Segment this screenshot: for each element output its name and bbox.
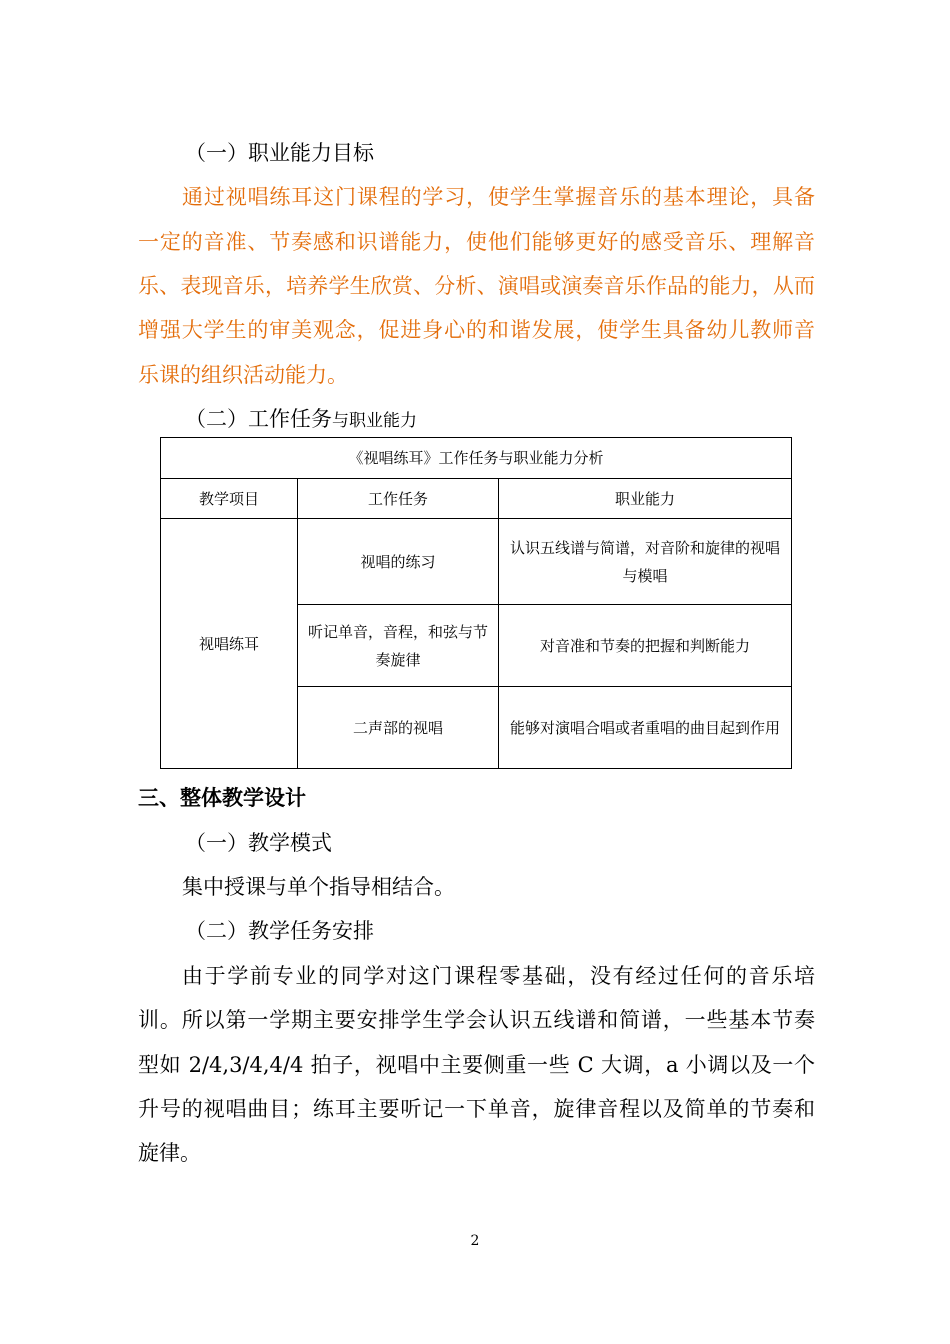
- part-three-title: 三、整体教学设计: [138, 786, 306, 810]
- table-header-task: 工作任务: [298, 479, 499, 519]
- section-heading-career-ability-goals: （一）职业能力目标: [185, 141, 374, 165]
- teaching-mode-heading: （一）教学模式: [185, 831, 332, 855]
- goal-paragraph-line-4: 增强大学生的审美观念，促进身心的和谐发展，使学生具备幼儿教师音: [138, 318, 815, 342]
- goal-paragraph-line-2: 一定的音准、节奏感和识谱能力，使他们能够更好的感受音乐、理解音: [138, 230, 815, 254]
- goal-paragraph-line-1: 通过视唱练耳这门课程的学习，使学生掌握音乐的基本理论，具备: [182, 185, 815, 209]
- table-cell-ability: 能够对演唱合唱或者重唱的曲目起到作用: [499, 687, 792, 769]
- heading-main-text: （二）工作任务: [185, 407, 332, 431]
- table-cell-task: 视唱的练习: [298, 519, 499, 605]
- table-cell-task: 听记单音，音程，和弦与节奏旋律: [298, 605, 499, 687]
- table-cell-project: 视唱练耳: [161, 519, 298, 769]
- arrangement-paragraph-line-2: 训。所以第一学期主要安排学生学会认识五线谱和简谱，一些基本节奏: [138, 1008, 815, 1032]
- heading-small-text: 与职业能力: [332, 411, 417, 431]
- arrangement-paragraph-line-1: 由于学前专业的同学对这门课程零基础，没有经过任何的音乐培: [182, 964, 815, 988]
- table-cell-ability: 认识五线谱与简谱，对音阶和旋律的视唱与模唱: [499, 519, 792, 605]
- teaching-mode-text: 集中授课与单个指导相结合。: [182, 875, 455, 899]
- page-number: 2: [470, 1233, 480, 1249]
- task-arrangement-heading: （二）教学任务安排: [185, 919, 374, 943]
- table-title: 《视唱练耳》工作任务与职业能力分析: [161, 438, 792, 479]
- arrangement-paragraph-line-5: 旋律。: [138, 1141, 201, 1165]
- goal-paragraph-line-5: 乐课的组织活动能力。: [138, 363, 348, 387]
- table-cell-ability: 对音准和节奏的把握和判断能力: [499, 605, 792, 687]
- arrangement-paragraph-line-4: 升号的视唱曲目；练耳主要听记一下单音，旋律音程以及简单的节奏和: [138, 1097, 815, 1121]
- table-header-ability: 职业能力: [499, 479, 792, 519]
- table-header-project: 教学项目: [161, 479, 298, 519]
- task-ability-table: [160, 437, 792, 769]
- table-cell-task: 二声部的视唱: [298, 687, 499, 769]
- section-heading-tasks-and-abilities: [185, 407, 865, 433]
- goal-paragraph-line-3: 乐、表现音乐，培养学生欣赏、分析、演唱或演奏音乐作品的能力，从而: [138, 274, 815, 298]
- arrangement-paragraph-line-3: 型如 2/4,3/4,4/4 拍子，视唱中主要侧重一些 C 大调，a 小调以及一个: [138, 1053, 815, 1077]
